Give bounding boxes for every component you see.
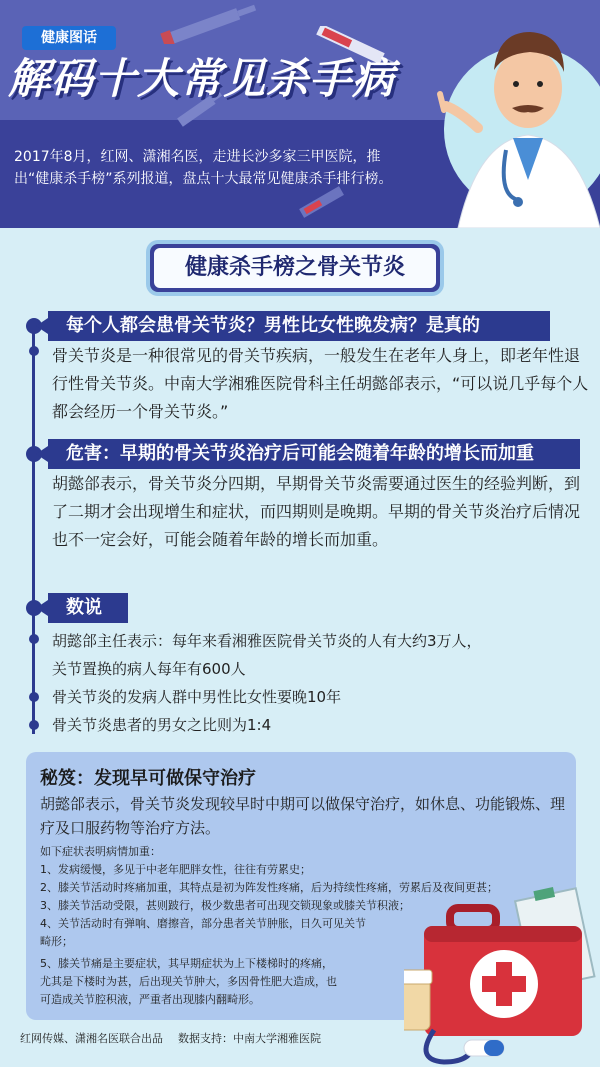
syringe-decoration-icon — [150, 4, 270, 44]
section-body: 胡懿郃表示，骨关节炎分四期，早期骨关节炎需要通过医生的经验判断，到了二期才会出现增生和症状，而四期则是晚期。早期的骨关节炎治疗后情况也不一定会好，可能会随着年龄的增长而加重。 — [52, 474, 581, 549]
tips-body: 胡懿郃表示，骨关节炎发现较早时中期可以做保守治疗，如休息、功能锻炼、理疗及口服药物等治疗方法。 — [40, 795, 566, 837]
header-banner — [0, 0, 600, 228]
heading-arrow — [36, 600, 48, 616]
stat-line: 关节置换的病人每年有600人 — [52, 660, 246, 678]
intro-text: 2017年8月，红网、潇湘名医，走进长沙多家三甲医院，推出“健康杀手榜”系列报道，盘点十大最常见健康杀手排行榜。 — [14, 149, 393, 187]
symptom-line: 1、发病缓慢，多见于中老年肥胖女性，往往有劳累史； — [40, 863, 311, 876]
symptom-line: 3、膝关节活动受限，甚则跛行，极少数患者可出现交锁现象或膝关节积液； — [40, 899, 410, 912]
symptom-line: 尤其是下楼时为甚，后出现关节肿大，多因骨性肥大造成，也 — [40, 975, 337, 988]
section-heading: 每个人都会患骨关节炎？男性比女性晚发病？是真的 — [48, 311, 550, 341]
page-title: 解码十大常见杀手病 — [8, 54, 396, 103]
tips-title: 秘笈：发现早可做保守治疗 — [40, 768, 256, 789]
stat-line: 胡懿郃主任表示：每年来看湘雅医院骨关节炎的人有大约3万人， — [52, 632, 482, 650]
timeline-dot — [29, 720, 39, 730]
symptom-line: 2、膝关节活动时疼痛加重，其特点是初为阵发性疼痛，后为持续性疼痛，劳累后及夜间更甚； — [40, 881, 498, 894]
heading-arrow — [36, 318, 48, 334]
symptom-line: 畸形； — [40, 935, 73, 948]
header-tag: 健康图话 — [22, 26, 116, 50]
footer-support: 数据支持：中南大学湘雅医院 — [178, 1032, 321, 1045]
section-heading: 危害：早期的骨关节炎治疗后可能会随着年龄的增长而加重 — [48, 439, 580, 469]
stat-line: 骨关节炎患者的男女之比则为1:4 — [52, 716, 272, 734]
first-aid-kit-icon — [404, 880, 600, 1067]
section-title: 健康杀手榜之骨关节炎 — [154, 248, 436, 288]
heading-arrow — [36, 446, 48, 462]
timeline-dot — [29, 346, 39, 356]
timeline-dot — [29, 692, 39, 702]
timeline-line — [32, 322, 35, 734]
stat-line: 骨关节炎的发病人群中男性比女性要晚10年 — [52, 688, 342, 706]
symptom-line: 5、膝关节痛是主要症状，其早期症状为上下楼梯时的疼痛， — [40, 957, 333, 970]
timeline-dot — [29, 634, 39, 644]
symptom-line: 可造成关节腔积液，严重者出现膝内翻畸形。 — [40, 993, 260, 1006]
symptom-line: 如下症状表明病情加重： — [40, 845, 161, 858]
footer-publisher: 红网传媒、潇湘名医联合出品 — [20, 1032, 163, 1045]
symptom-line: 4、关节活动时有弹响、磨擦音，部分患者关节肿胀，日久可见关节 — [40, 917, 366, 930]
doctor-illustration — [418, 10, 600, 228]
section-body: 骨关节炎是一种很常见的骨关节疾病，一般发生在老年人身上，即老年性退行性骨关节炎。中南大学湘雅医院骨科主任胡懿郃表示，“可以说几乎每个人都会经历一个骨关节炎。” — [52, 346, 589, 421]
section-heading: 数说 — [48, 593, 128, 623]
